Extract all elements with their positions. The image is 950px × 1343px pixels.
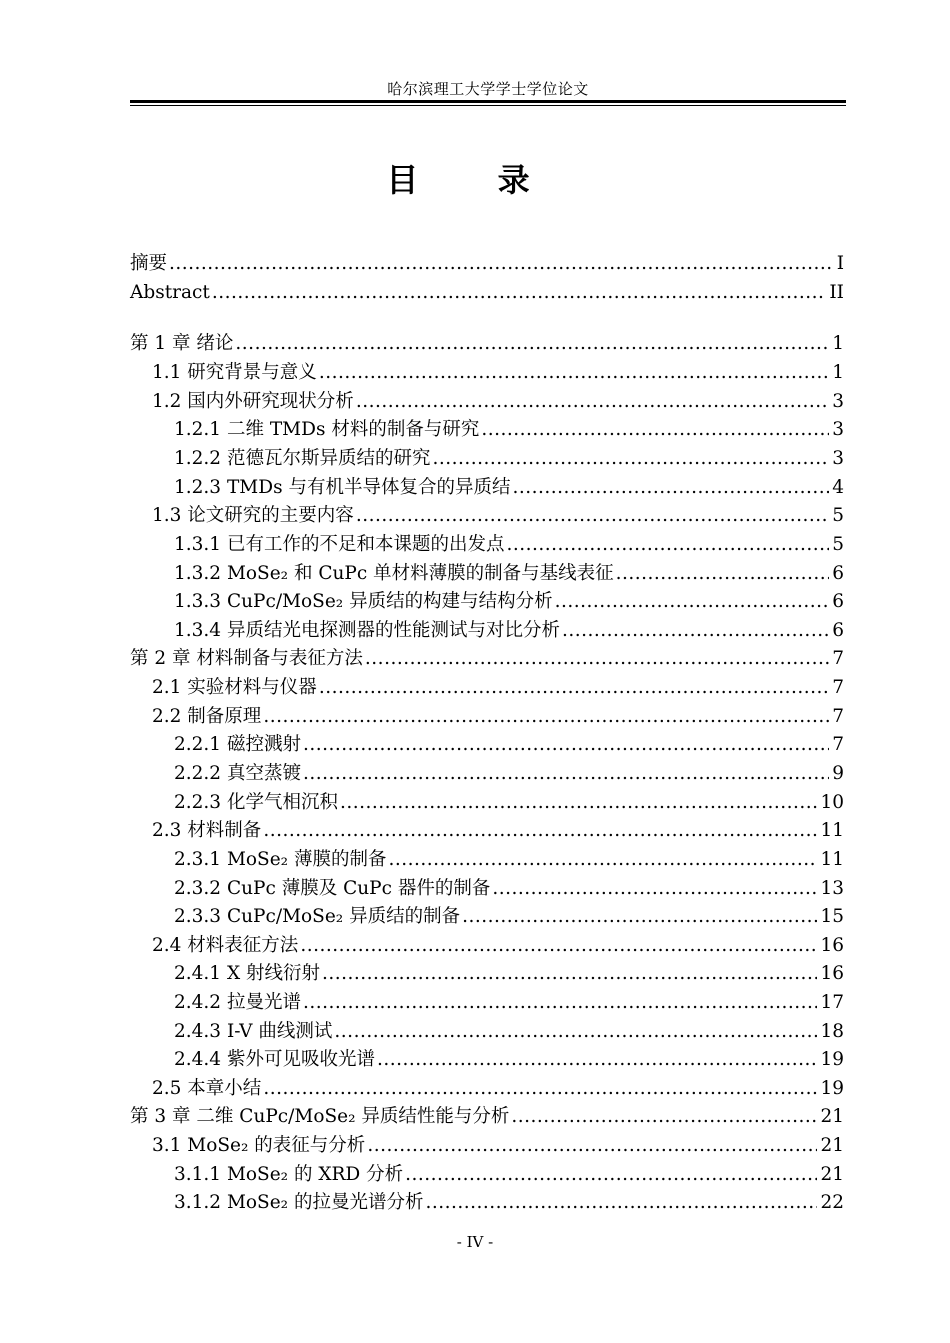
toc-entry[interactable] (174, 903, 844, 931)
toc-leader-dots (512, 474, 829, 502)
toc-entry-label: 1.3 论文研究的主要内容 (152, 505, 354, 526)
toc-leader-dots (377, 1046, 817, 1074)
toc-entry-page: 15 (820, 906, 844, 927)
header-rule-thick (130, 100, 846, 103)
toc-entry-label: 2.4.1 X 射线衍射 (174, 963, 321, 984)
toc-entry-label: 1.3.1 已有工作的不足和本课题的出发点 (174, 534, 505, 555)
toc-entry-page: 7 (832, 734, 844, 755)
toc-entry-label: 1.3.4 异质结光电探测器的性能测试与对比分析 (174, 620, 560, 641)
toc-entry-page: 19 (820, 1078, 844, 1099)
toc-leader-dots (303, 731, 829, 759)
header-rule-thin (130, 105, 846, 106)
toc-entry-page: 3 (832, 448, 844, 469)
toc-entry[interactable] (152, 359, 844, 387)
toc-leader-dots (340, 789, 817, 817)
toc-leader-dots (367, 1132, 817, 1160)
toc-entry-page: 21 (820, 1164, 844, 1185)
toc-leader-dots (616, 560, 830, 588)
toc-entry[interactable] (130, 330, 844, 358)
toc-entry-label: 2.4 材料表征方法 (152, 935, 299, 956)
toc-entry-page: 6 (832, 563, 844, 584)
toc-entry-label: 2.4.4 紫外可见吸收光谱 (174, 1049, 375, 1070)
toc-entry-page: 13 (820, 878, 844, 899)
toc-entry-label: 1.1 研究背景与意义 (152, 362, 317, 383)
toc-leader-dots (562, 617, 829, 645)
toc-entry-page: 22 (820, 1192, 844, 1213)
toc-entry[interactable] (152, 703, 844, 731)
toc-entry[interactable] (152, 817, 844, 845)
toc-entry-page: 4 (832, 477, 844, 498)
toc-leader-dots (365, 645, 829, 673)
toc-entry-page: II (829, 282, 844, 303)
toc-entry-label: 2.1 实验材料与仪器 (152, 677, 317, 698)
toc-leader-dots (303, 989, 818, 1017)
toc-entry-label: 2.2.2 真空蒸镀 (174, 763, 301, 784)
toc-entry[interactable] (152, 502, 844, 530)
toc-entry[interactable] (174, 474, 844, 502)
toc-entry-page: 11 (820, 820, 844, 841)
toc-entry-label: 1.2 国内外研究现状分析 (152, 391, 354, 412)
toc-leader-dots (356, 502, 829, 530)
toc-entry[interactable] (174, 445, 844, 473)
toc-entry[interactable] (174, 1018, 844, 1046)
toc-leader-dots (388, 846, 817, 874)
toc-entry-label: 摘要 (130, 253, 168, 274)
toc-entry-label: 2.3.1 MoSe₂ 薄膜的制备 (174, 849, 387, 870)
toc-entry-label: 2.5 本章小结 (152, 1078, 262, 1099)
toc-leader-dots (405, 1161, 817, 1189)
toc-entry-page: 7 (832, 648, 844, 669)
toc-entry-page: 17 (820, 992, 844, 1013)
toc-entry-page: 21 (820, 1135, 844, 1156)
toc-entry[interactable] (174, 960, 844, 988)
toc-entry[interactable] (152, 932, 844, 960)
toc-entry[interactable] (174, 760, 844, 788)
toc-entry-label: 3.1 MoSe₂ 的表征与分析 (152, 1135, 366, 1156)
toc-leader-dots (555, 588, 830, 616)
toc-entry[interactable] (152, 388, 844, 416)
toc-entry-page: 6 (832, 591, 844, 612)
toc-entry-page: 1 (832, 362, 844, 383)
toc-entry-page: 16 (820, 935, 844, 956)
toc-entry-label: 1.2.1 二维 TMDs 材料的制备与研究 (174, 419, 480, 440)
toc-entry[interactable] (174, 560, 844, 588)
toc-entry[interactable] (130, 279, 844, 307)
toc-entry[interactable] (174, 846, 844, 874)
toc-leader-dots (334, 1018, 817, 1046)
running-header: 哈尔滨理工大学学士学位论文 (387, 80, 589, 98)
toc-entry-label: 1.3.2 MoSe₂ 和 CuPc 单材料薄膜的制备与基线表征 (174, 563, 614, 584)
toc-leader-dots (212, 279, 827, 307)
toc-leader-dots (322, 960, 817, 988)
toc-entry-label: 2.3.2 CuPc 薄膜及 CuPc 器件的制备 (174, 878, 491, 899)
toc-entry-page: 18 (820, 1021, 844, 1042)
toc-entry-label: 2.2.3 化学气相沉积 (174, 792, 338, 813)
toc-entry[interactable] (174, 1046, 844, 1074)
toc-entry-page: I (836, 253, 844, 274)
toc-entry[interactable] (174, 416, 844, 444)
toc-entry-page: 9 (832, 763, 844, 784)
toc-leader-dots (235, 330, 829, 358)
toc-leader-dots (356, 388, 829, 416)
toc-entry-label: 1.2.2 范德瓦尔斯异质结的研究 (174, 448, 431, 469)
toc-entry-label: 2.3 材料制备 (152, 820, 262, 841)
toc-leader-dots (511, 1103, 817, 1131)
toc-entry-page: 5 (832, 505, 844, 526)
toc-entry-label: 3.1.2 MoSe₂ 的拉曼光谱分析 (174, 1192, 424, 1213)
toc-entry-page: 5 (832, 534, 844, 555)
toc-entry[interactable] (174, 731, 844, 759)
toc-entry-label: 1.3.3 CuPc/MoSe₂ 异质结的构建与结构分析 (174, 591, 553, 612)
toc-entry-page: 11 (820, 849, 844, 870)
toc-entry[interactable] (130, 250, 844, 278)
toc-entry-label: 1.2.3 TMDs 与有机半导体复合的异质结 (174, 477, 511, 498)
toc-leader-dots (425, 1189, 817, 1217)
toc-leader-dots (319, 674, 829, 702)
toc-entry-page: 19 (820, 1049, 844, 1070)
toc-entry[interactable] (174, 789, 844, 817)
toc-leader-dots (263, 703, 829, 731)
toc-leader-dots (481, 416, 829, 444)
toc-leader-dots (462, 903, 817, 931)
page-title: 目 录 (386, 161, 564, 199)
toc-entry-label: 2.2.1 磁控溅射 (174, 734, 301, 755)
toc-entry-label: 第 2 章 材料制备与表征方法 (130, 648, 363, 669)
toc-entry-label: 3.1.1 MoSe₂ 的 XRD 分析 (174, 1164, 404, 1185)
toc-entry-page: 21 (820, 1106, 844, 1127)
toc-leader-dots (319, 359, 829, 387)
toc-leader-dots (169, 250, 834, 278)
toc-entry-label: 2.2 制备原理 (152, 706, 262, 727)
toc-entry-label: 第 1 章 绪论 (130, 333, 234, 354)
toc-entry[interactable] (152, 1075, 844, 1103)
toc-leader-dots (300, 932, 817, 960)
toc-entry-page: 1 (832, 333, 844, 354)
toc-entry[interactable] (130, 645, 844, 673)
toc-entry-page: 10 (820, 792, 844, 813)
toc-entry-label: 2.3.3 CuPc/MoSe₂ 异质结的制备 (174, 906, 461, 927)
toc-leader-dots (263, 817, 817, 845)
toc-entry[interactable] (174, 588, 844, 616)
toc-entry-page: 3 (832, 391, 844, 412)
toc-leader-dots (492, 875, 817, 903)
toc-entry[interactable] (174, 531, 844, 559)
toc-entry-page: 7 (832, 706, 844, 727)
toc-entry-label: Abstract (130, 282, 210, 303)
toc-entry-page: 3 (832, 419, 844, 440)
toc-entry[interactable] (174, 989, 844, 1017)
toc-entry[interactable] (152, 1132, 844, 1160)
toc-leader-dots (506, 531, 829, 559)
toc-leader-dots (432, 445, 829, 473)
toc-entry-page: 16 (820, 963, 844, 984)
toc-entry-page: 6 (832, 620, 844, 641)
toc-leader-dots (303, 760, 829, 788)
toc-entry-label: 第 3 章 二维 CuPc/MoSe₂ 异质结性能与分析 (130, 1106, 510, 1127)
toc-entry-label: 2.4.2 拉曼光谱 (174, 992, 301, 1013)
toc-entry[interactable] (152, 674, 844, 702)
toc-entry-page: 7 (832, 677, 844, 698)
page-number: - IV - (456, 1233, 494, 1251)
toc-entry[interactable] (130, 1103, 844, 1131)
toc-entry[interactable] (174, 617, 844, 645)
toc-entry[interactable] (174, 1189, 844, 1217)
toc-leader-dots (263, 1075, 817, 1103)
toc-entry[interactable] (174, 875, 844, 903)
toc-entry[interactable] (174, 1161, 844, 1189)
toc-entry-label: 2.4.3 I-V 曲线测试 (174, 1021, 333, 1042)
